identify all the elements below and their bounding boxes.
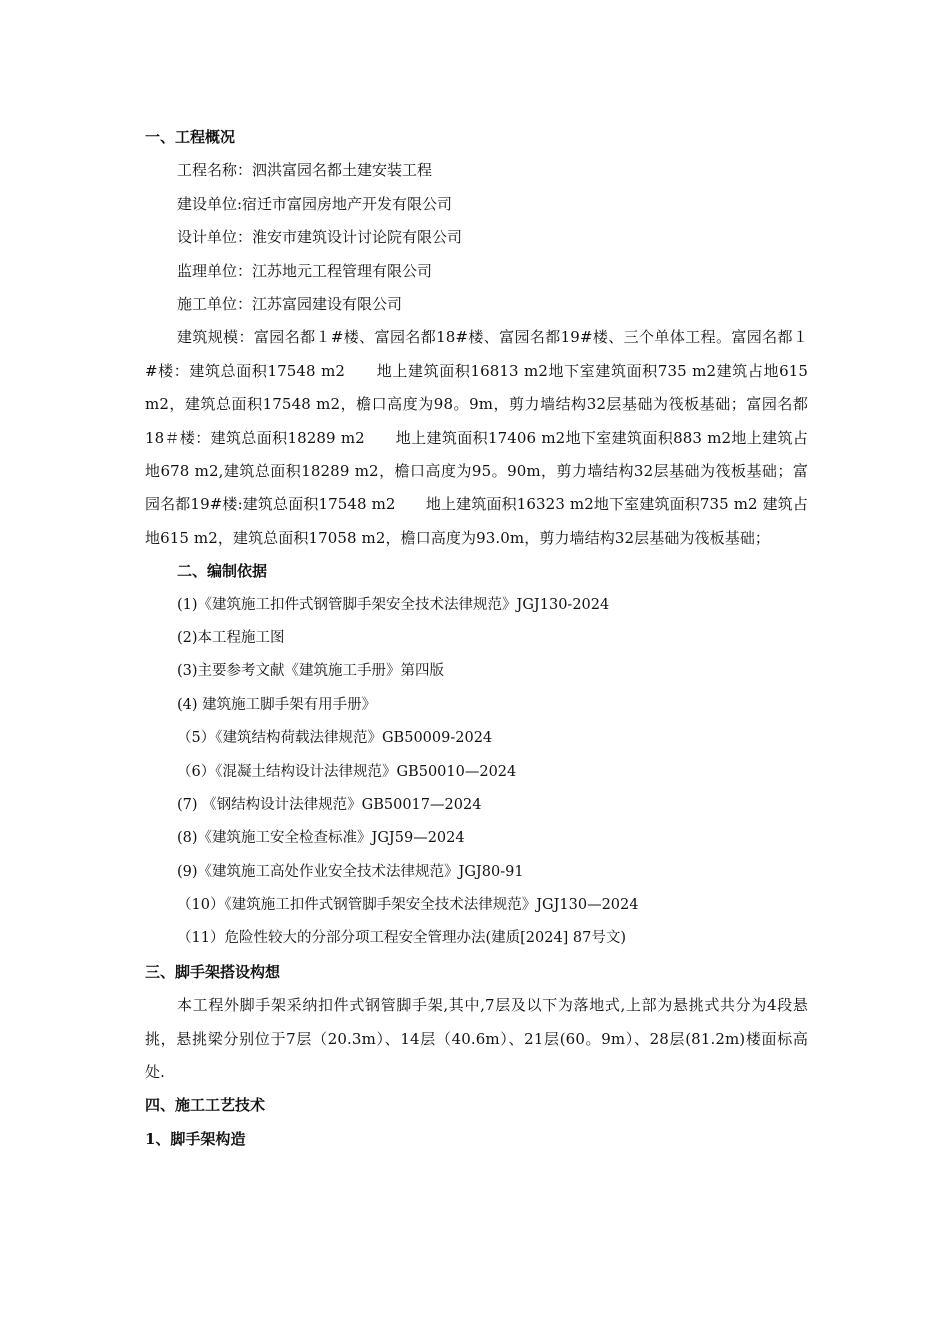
basis-item: (8)《建筑施工安全检查标准》JGJ59—2024 bbox=[177, 830, 465, 847]
supervision-unit: 监理单位：江苏地元工程管理有限公司 bbox=[177, 261, 433, 280]
subsection-heading-scaffold-structure: 1、脚手架构造 bbox=[145, 1129, 246, 1148]
basis-item: （6）《混凝土结构设计法律规范》GB50010—2024 bbox=[177, 763, 517, 780]
basis-item: (2)本工程施工图 bbox=[177, 629, 285, 646]
design-unit: 设计单位：淮安市建筑设计讨论院有限公司 bbox=[177, 228, 463, 247]
basis-item: （11）危险性较大的分部分项工程安全管理办法(建质[2024] 87号文) bbox=[177, 930, 627, 947]
basis-item: (9)《建筑施工高处作业安全技术法律规范》JGJ80-91 bbox=[177, 863, 524, 880]
basis-item: (1)《建筑施工扣件式钢管脚手架安全技术法律规范》JGJ130-2024 bbox=[177, 596, 610, 613]
basis-item: (4) 建筑施工脚手架有用手册》 bbox=[177, 696, 377, 713]
basis-item: （10）《建筑施工扣件式钢管脚手架安全技术法律规范》JGJ130—2024 bbox=[177, 897, 639, 914]
construction-unit: 施工单位：江苏富园建设有限公司 bbox=[177, 294, 403, 313]
building-scale-paragraph: 建筑规模：富园名都１#楼、富园名都18#楼、富园名都19#楼、三个单体工程。富园名都１#楼：建筑总面积17548 m2 地上建筑面积16813 m2地下室建筑面积735 m2建筑占地615 m2，建筑总面积17548 m2，檐口高度为98。9m，剪力墙结构32层基础为筏板基础；富园名都18＃楼：建筑总面积18289 m2 地上建筑面积17406 m2地下室建筑面积883 m2地上建筑占地678 m2,建筑总面积18289 m2，檐口高度为95。90m，剪力墙结构32层基础为筏板基础；富园名都19#楼:建筑总面积17548 m2 地上建筑面积16323 m2地下室建筑面积735 m2 建筑占地615 m2，建筑总面积17058 m2，檐口高度为93.0m，剪力墙结构32层基础为筏板基础； bbox=[145, 328, 808, 547]
basis-item: （5）《建筑结构荷载法律规范》GB50009-2024 bbox=[177, 730, 493, 747]
section-heading-scaffold-concept: 三、脚手架搭设构想 bbox=[145, 962, 281, 981]
basis-item: (3)主要参考文献《建筑施工手册》第四版 bbox=[177, 663, 445, 680]
section-heading-basis: 二、编制依据 bbox=[177, 562, 268, 581]
section-heading-technique: 四、施工工艺技术 bbox=[145, 1096, 266, 1115]
scaffold-concept-paragraph: 本工程外脚手架采纳扣件式钢管脚手架,其中,7层及以下为落地式,上部为悬挑式共分为4段悬挑，悬挑梁分别位于7层（20.3m）、14层（40.6m）、21层(60。9m）、28层(81.2m)楼面标高处. bbox=[145, 996, 808, 1082]
section-heading-overview: 一、工程概况 bbox=[145, 128, 236, 146]
project-name: 工程名称：泗洪富园名都土建安装工程 bbox=[177, 161, 433, 180]
document-page bbox=[145, 121, 808, 1156]
owner-unit: 建设单位:宿迁市富园房地产开发有限公司 bbox=[177, 194, 453, 213]
basis-item: (7) 《钢结构设计法律规范》GB50017—2024 bbox=[177, 796, 482, 813]
